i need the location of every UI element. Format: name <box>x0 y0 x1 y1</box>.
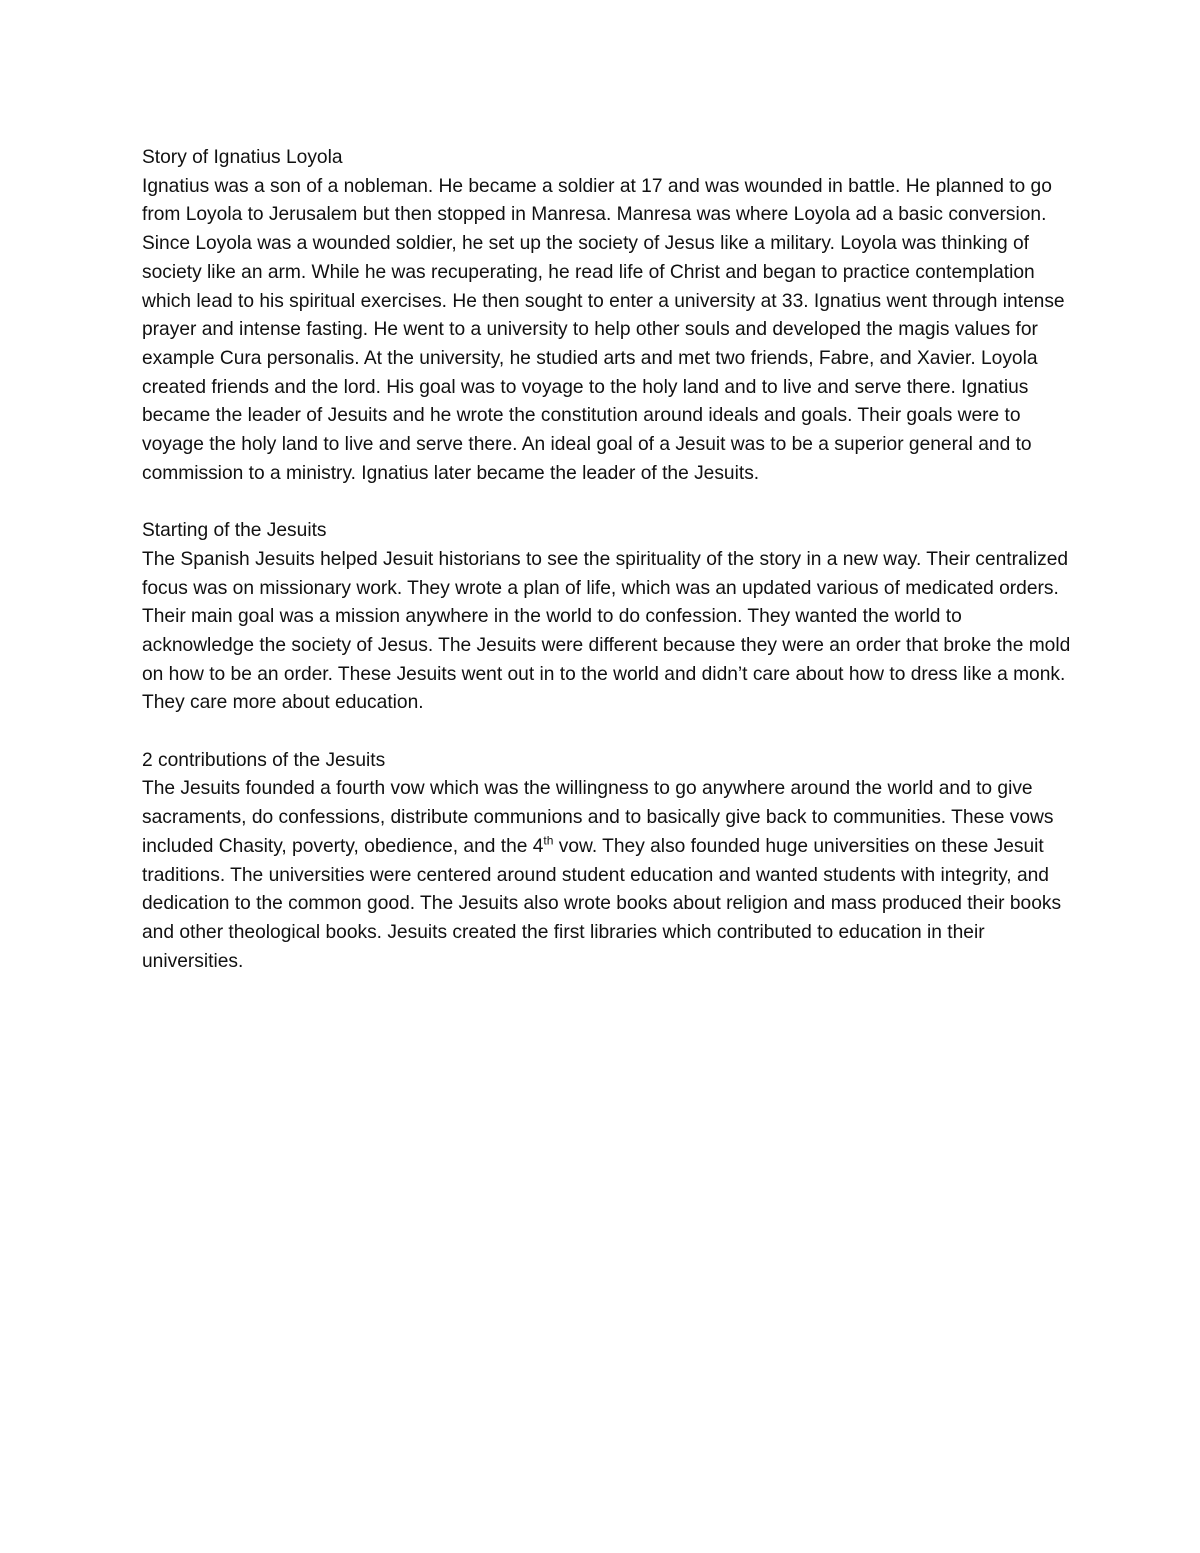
section-starting-of-jesuits <box>142 517 1077 718</box>
ordinal-superscript: th <box>543 833 554 848</box>
section-heading: Story of Ignatius Loyola <box>142 147 343 168</box>
section-story-of-ignatius <box>142 144 1077 488</box>
section-paragraph: The Spanish Jesuits helped Jesuit historians to see the spirituality of the story in a new way. Their centralized focus was on missionary work. They wrote a plan of life, which was an updated various of medicated orders. Their main goal was a mission anywhere in the world to do confession. They wanted the world to acknowledge the society of Jesus. The Jesuits were different because they were an order that broke the mold on how to be an order. These Jesuits went out in to the world and didn’t care about how to dress like a monk. They care more about education. <box>142 548 1071 714</box>
section-paragraph <box>142 775 1077 976</box>
section-heading: Starting of the Jesuits <box>142 520 327 542</box>
section-contributions-of-jesuits <box>142 747 1077 977</box>
section-heading: 2 contributions of the Jesuits <box>142 749 386 771</box>
paragraph-text-before-superscript: The Jesuits founded a fourth vow which was the willingness to go anywhere around the world and to give sacraments, do confessions, distribute communions and to basically give back to communities. These vows included Chasity, poverty, obedience, and the 4 <box>142 778 1054 857</box>
section-paragraph: Ignatius was a son of a nobleman. He became a soldier at 17 and was wounded in battle. He planned to go from Loyola to Jerusalem but then stopped in Manresa. Manresa was where Loyola ad a basic conversion. Since Loyola was a wounded soldier, he set up the society of Jesus like a military. Loyola was thinking of society like an arm. While he was recuperating, he read life of Christ and began to practice contemplation which lead to his spiritual exercises. He then sought to enter a university at 33. Ignatius went through intense prayer and intense fasting. He went to a university to help other souls and developed the magis values for example Cura personalis. At the university, he studied arts and met two friends, Fabre, and Xavier. Loyola created friends and the lord. His goal was to voyage to the holy land and to live and serve there. Ignatius became the leader of Jesuits and he wrote the constitution around ideals and goals. Their goals were to voyage the holy land to live and serve there. An ideal goal of a Jesuit was to be a superior general and to commission to a ministry. Ignatius later became the leader of the Jesuits. <box>142 175 1065 484</box>
document-page <box>142 144 1077 1005</box>
paragraph-text-after-superscript: vow. They also founded huge universities on these Jesuit traditions. The universities were centered around student education and wanted students with integrity, and dedication to the common good. The Jesuits also wrote books about religion and mass produced their books and other theological books. Jesuits created the first libraries which contributed to education in their universities. <box>142 835 1062 972</box>
